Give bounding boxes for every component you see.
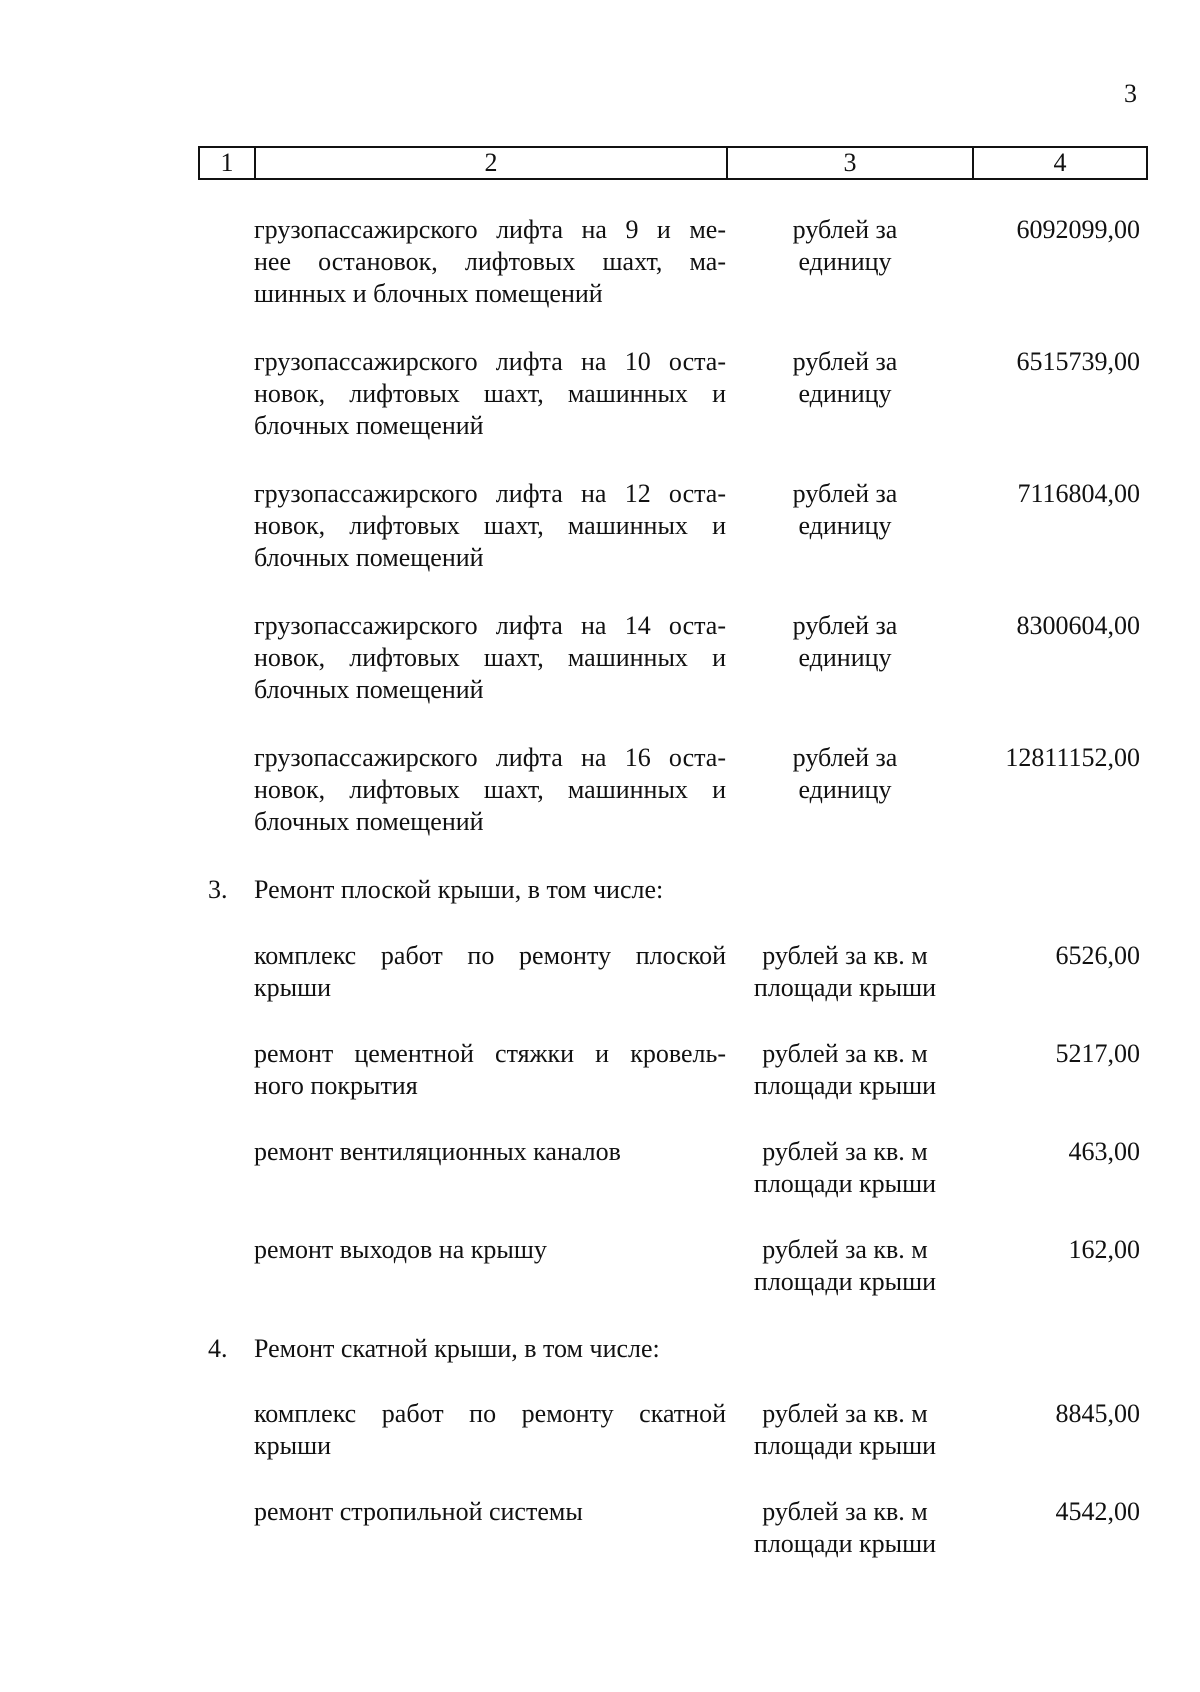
description-line: новок, лифтовых шахт, машинных и	[254, 775, 726, 804]
item-description	[254, 1038, 726, 1102]
unit-line: единицу	[798, 643, 892, 672]
description-line: новок, лифтовых шахт, машинных и	[254, 643, 726, 672]
unit-of-measure	[730, 346, 960, 410]
unit-of-measure	[730, 478, 960, 542]
unit-line: рублей за кв. м	[762, 1039, 928, 1068]
section-heading	[208, 1333, 1108, 1365]
unit-line: рублей за	[792, 743, 898, 772]
item-description	[254, 610, 726, 706]
price-value: 4542,00	[1055, 1497, 1140, 1526]
section-title: Ремонт плоской крыши, в том числе:	[254, 875, 664, 904]
price-value: 7116804,00	[1017, 479, 1140, 508]
unit-line: рублей за	[792, 611, 898, 640]
price-value: 6092099,00	[1016, 215, 1140, 244]
description-line: ного покрытия	[254, 1071, 418, 1100]
section-number: 4.	[208, 1334, 228, 1363]
description-line: нее остановок, лифтовых шахт, ма-	[254, 247, 726, 276]
unit-of-measure	[730, 214, 960, 278]
unit-of-measure	[730, 1496, 960, 1560]
item-description	[254, 478, 726, 574]
column-header-1: 1	[199, 147, 255, 179]
price-value: 6515739,00	[1016, 347, 1140, 376]
price-value: 8300604,00	[1016, 611, 1140, 640]
item-description	[254, 214, 726, 310]
description-line: крыши	[254, 973, 332, 1002]
unit-line: площади крыши	[753, 1267, 937, 1296]
unit-of-measure	[730, 1234, 960, 1298]
section-number: 3.	[208, 875, 228, 904]
unit-line: площади крыши	[753, 1431, 937, 1460]
description-line: блочных помещений	[254, 411, 484, 440]
unit-line: рублей за кв. м	[762, 1497, 928, 1526]
price-value: 12811152,00	[1005, 743, 1140, 772]
description-line: грузопассажирского лифта на 10 оста-	[254, 347, 726, 376]
unit-line: рублей за кв. м	[762, 941, 928, 970]
description-line: блочных помещений	[254, 675, 484, 704]
description-line: ремонт вентиляционных каналов	[254, 1137, 621, 1166]
unit-of-measure	[730, 610, 960, 674]
section-heading	[208, 874, 1108, 906]
item-description	[254, 1136, 726, 1168]
price-value: 8845,00	[1055, 1399, 1140, 1428]
item-description	[254, 1496, 726, 1528]
description-line: грузопассажирского лифта на 14 оста-	[254, 611, 726, 640]
unit-line: единицу	[798, 511, 892, 540]
unit-of-measure	[730, 742, 960, 806]
description-line: грузопассажирского лифта на 12 оста-	[254, 479, 726, 508]
description-line: шинных и блочных помещений	[254, 279, 603, 308]
description-line: грузопассажирского лифта на 16 оста-	[254, 743, 726, 772]
unit-line: единицу	[798, 247, 892, 276]
item-description	[254, 1234, 726, 1266]
item-description	[254, 742, 726, 838]
price-value: 162,00	[1068, 1235, 1140, 1264]
description-line: комплекс работ по ремонту плоской	[254, 941, 726, 970]
column-header-2: 2	[255, 147, 727, 179]
unit-line: рублей за кв. м	[762, 1235, 928, 1264]
price-value: 6526,00	[1055, 941, 1140, 970]
unit-line: площади крыши	[753, 1169, 937, 1198]
unit-line: рублей за	[792, 479, 898, 508]
unit-line: рублей за	[792, 215, 898, 244]
description-line: ремонт цементной стяжки и кровель-	[254, 1039, 726, 1068]
item-description	[254, 1398, 726, 1462]
unit-line: единицу	[798, 775, 892, 804]
description-line: блочных помещений	[254, 807, 484, 836]
unit-line: рублей за кв. м	[762, 1137, 928, 1166]
unit-line: рублей за кв. м	[762, 1399, 928, 1428]
unit-of-measure	[730, 940, 960, 1004]
description-line: новок, лифтовых шахт, машинных и	[254, 511, 726, 540]
column-header-3: 3	[727, 147, 973, 179]
unit-of-measure	[730, 1038, 960, 1102]
unit-of-measure	[730, 1398, 960, 1462]
section-title: Ремонт скатной крыши, в том числе:	[254, 1334, 660, 1363]
unit-line: площади крыши	[753, 973, 937, 1002]
unit-line: единицу	[798, 379, 892, 408]
item-description	[254, 346, 726, 442]
column-header-4: 4	[973, 147, 1147, 179]
description-line: блочных помещений	[254, 543, 484, 572]
unit-line: площади крыши	[753, 1529, 937, 1558]
description-line: ремонт стропильной системы	[254, 1497, 583, 1526]
description-line: ремонт выходов на крышу	[254, 1235, 547, 1264]
description-line: новок, лифтовых шахт, машинных и	[254, 379, 726, 408]
unit-of-measure	[730, 1136, 960, 1200]
description-line: грузопассажирского лифта на 9 и ме-	[254, 215, 726, 244]
page-number: 3	[1124, 79, 1137, 108]
description-line: крыши	[254, 1431, 332, 1460]
unit-line: рублей за	[792, 347, 898, 376]
price-value: 463,00	[1068, 1137, 1140, 1166]
unit-line: площади крыши	[753, 1071, 937, 1100]
price-value: 5217,00	[1055, 1039, 1140, 1068]
item-description	[254, 940, 726, 1004]
description-line: комплекс работ по ремонту скатной	[254, 1399, 726, 1428]
